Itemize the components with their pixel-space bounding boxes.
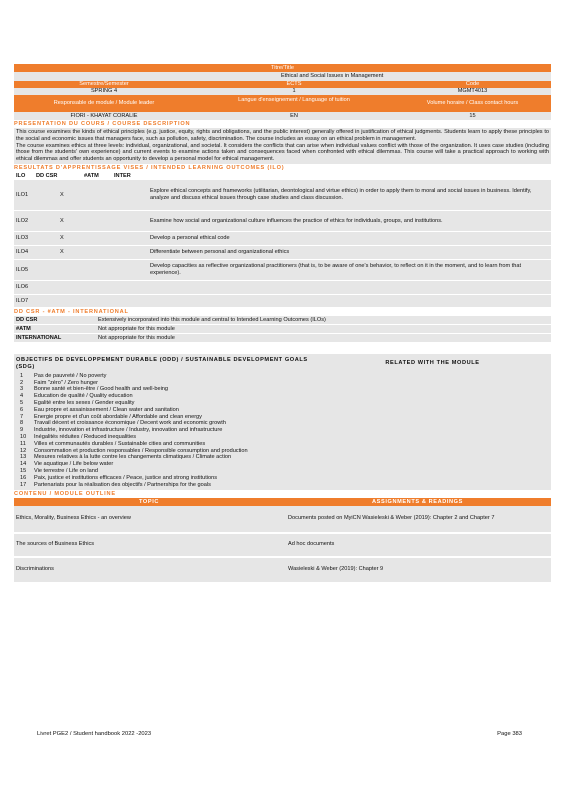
footer-page-number: Page 383: [497, 731, 522, 737]
outline-col-topic: TOPIC: [139, 498, 159, 505]
outline-row: [14, 558, 551, 582]
outline-row: [14, 506, 551, 534]
semester-value: SPRING 4: [90, 88, 118, 94]
sdg-number: 2: [20, 379, 24, 386]
ilo-id: ILO1: [16, 191, 29, 198]
ilo-text: Examine how social and organizational culture influences the practice of ethics for individuals, groups, and institutions.: [150, 217, 443, 224]
sdg-number: 5: [20, 399, 24, 406]
international-key: INTERNATIONAL: [16, 335, 62, 342]
title-label: Titre/Title: [14, 64, 551, 72]
semester-label: Semestre/Semester: [79, 81, 129, 87]
leader-value: FIORI - KHAYAT CORALIE: [70, 113, 138, 119]
sdg-number: 14: [20, 461, 27, 468]
outline-topic: Discriminations: [16, 566, 54, 573]
ddcsr-table: [14, 316, 551, 342]
sdg-number: 4: [20, 393, 24, 400]
sdg-number: 7: [20, 413, 24, 420]
ilo-heading: RESULTATS D'APPRENTISSAGE VISES / INTENDED LEARNING OUTCOMES (ILO): [14, 165, 285, 172]
ilo-row: [14, 246, 551, 260]
course-sheet: [14, 64, 551, 582]
volume-label: Volume horaire / Class contact hours: [426, 100, 519, 106]
volume-value: 15: [469, 113, 476, 119]
outline-topic: The sources of Business Ethics: [16, 541, 95, 548]
ddcsr-key: DD CSR: [16, 317, 38, 324]
sdg-number: 15: [20, 468, 27, 475]
code-value: MGMT4013: [457, 88, 488, 94]
sdg-number: 13: [20, 454, 27, 461]
international-value: Not appropriate for this module: [98, 335, 175, 342]
sdg-number: 11: [20, 440, 26, 447]
atm-value: Not appropriate for this module: [98, 326, 175, 333]
sdg-label: Eau propre et assainissement / Clean water and sanitation: [34, 406, 179, 413]
outline-topic: Ethics, Morality, Business Ethics - an overview: [16, 515, 131, 522]
ilo-col-ddcsr: DD CSR: [36, 173, 58, 180]
sdg-number: 8: [20, 420, 24, 427]
sdg-label: Bonne santé et bien-être / Good health and well-being: [34, 386, 169, 393]
atm-key: #ATM: [16, 326, 31, 333]
sdg-number: 16: [20, 474, 27, 481]
page-footer: [37, 731, 522, 737]
ilo-text: Develop capacities as reflective organizational practitioners (that is, to be aware of one's behavior, to reflect on it in the moment, and to learn from that experience).: [150, 263, 522, 277]
ilo-table: [14, 180, 551, 308]
outline-table: [14, 506, 551, 582]
sdg-label: Vie aquatique / Life below water: [34, 461, 114, 468]
sdg-related-heading: RELATED WITH THE MODULE: [385, 360, 480, 367]
ilo-text: Differentiate between personal and organizational ethics: [150, 249, 290, 256]
ilo-row: [14, 295, 551, 308]
code-label: Code: [465, 81, 480, 87]
sdg-number: 9: [20, 427, 24, 434]
sdg-label: Vie terrestre / Life on land: [34, 468, 98, 475]
sdg-label: Mesures relatives à la lutte contre les changements climatiques / Climate action: [34, 454, 232, 461]
ilo-text: Explore ethical concepts and frameworks (utilitarian, deontological and virtue ethics) in order to apply them to moral and social issues in business. Identify, analyze and discuss ethical issues through case studies and class discussion.: [150, 188, 532, 202]
ilo-row: [14, 281, 551, 295]
presentation-paragraph: This course examines the kinds of ethical principles (e.g. justice, equity, rights and obligations, and the public interest) generally offered in justification of ethical judgments. Students learn to apply these principles to the social and economic issues that managers face, such as pollution, safety, discrimination. The course includes an essay on an ethical problem in management.: [16, 129, 549, 142]
sdg-number: 3: [20, 386, 24, 393]
ilo-id: ILO4: [16, 249, 29, 256]
sdg-label: Travail décent et croissance économique / Decent work and economic growth: [34, 420, 226, 427]
presentation-heading: PRESENTATION DU COURS / COURSE DESCRIPTION: [14, 121, 191, 127]
ilo-row: [14, 232, 551, 246]
ilo-mark: X: [60, 217, 64, 224]
language-value: EN: [290, 113, 298, 119]
outline-col-assignments: ASSIGNMENTS & READINGS: [372, 498, 463, 505]
sdg-label: Consommation et production responsables / Responsible consumption and production: [34, 447, 248, 454]
sdg-label: Education de qualité / Quality education: [34, 393, 133, 400]
sdg-number: 12: [20, 447, 27, 454]
outline-assignment: Ad hoc documents: [288, 541, 335, 548]
ects-label: ECTS: [286, 81, 302, 87]
ilo-mark: X: [60, 191, 64, 198]
sdg-number: 6: [20, 406, 24, 413]
outline-assignment: Documents posted on MyiCN Wasieleski & Weber (2019): Chapter 2 and Chapter 7: [288, 515, 495, 522]
ilo-row: [14, 211, 551, 232]
ilo-id: ILO3: [16, 235, 29, 242]
ilo-col-atm: #ATM: [84, 173, 99, 180]
ilo-id: ILO2: [16, 217, 29, 224]
leader-label: Responsable de module / Module leader: [53, 100, 155, 106]
ilo-text: Develop a personal ethical code: [150, 235, 230, 242]
ilo-row: [14, 180, 551, 211]
sdg-number: 10: [20, 434, 27, 440]
ilo-id: ILO7: [16, 297, 29, 304]
outline-heading: CONTENU / MODULE OUTLINE: [14, 490, 116, 497]
sdg-label: Industrie, innovation et infrastructure / Industry, innovation and infrastructure: [34, 427, 223, 434]
sdg-label: Energie propre et d'un coût abordable / Affordable and clean energy: [34, 413, 202, 420]
presentation-paragraph: The course examines ethics at three levels: individual, organizational, and societal. It considers the conflicts that can arise when individual values conflict with those of the organization. It uses case studies (including those from the students' own experience) and current events to examine actions taken and consequences faced when confronted with ethical dilemmas. This course will take a practical approach to working with ethical dilemmas and offer students an opportunity to develop a personal model for ethical management.: [16, 142, 549, 163]
ilo-id: ILO6: [16, 284, 29, 291]
ilo-col-inter: INTER: [114, 173, 131, 180]
ilo-mark: X: [60, 249, 64, 256]
sdg-number: 17: [20, 481, 27, 488]
ddcsr-value: Extensively incorporated into this module and central to Intended Learning Outcomes (ILOs): [98, 317, 326, 324]
footer-handbook: Livret PGE2 / Student handbook 2022 -2023: [37, 731, 152, 737]
sdg-table: [14, 354, 551, 489]
sdg-label: Partenariats pour la réalisation des objectifs / Partnerships for the goals: [34, 481, 211, 488]
outline-row: [14, 534, 551, 558]
sdg-heading: OBJECTIFS DE DEVELOPPEMENT DURABLE (ODD) / SUSTAINABLE DEVELOPMENT GOALS (SDG): [16, 357, 308, 370]
sdg-label: Paix, justice et institutions efficaces / Peace, justice and strong institutions: [34, 474, 218, 481]
ilo-id: ILO5: [16, 266, 29, 273]
sdg-label: Faim "zéro" / Zero hunger: [34, 379, 98, 386]
sdg-label: Villes et communautés durables / Sustainable cities and communities: [34, 440, 206, 447]
sdg-label: Pas de pauvreté / No poverty: [34, 372, 107, 379]
language-label: Langue d'enseignement / Language of tuition: [238, 97, 350, 103]
sdg-label: Egalité entre les sexes / Gender equality: [34, 399, 135, 406]
outline-assignment: Wasieleski & Weber (2019): Chapter 9: [288, 566, 384, 573]
ilo-row: [14, 260, 551, 281]
ddcsr-heading: DD CSR - #ATM - INTERNATIONAL: [14, 309, 129, 316]
sdg-label: Inégalités réduites / Reduced inequalities: [34, 434, 136, 440]
course-title: Ethical and Social Issues in Management: [281, 73, 384, 79]
ects-value: 1: [292, 88, 296, 94]
ilo-mark: X: [60, 235, 64, 242]
sdg-number: 1: [20, 372, 24, 379]
ilo-col-ilo: ILO: [16, 173, 26, 180]
